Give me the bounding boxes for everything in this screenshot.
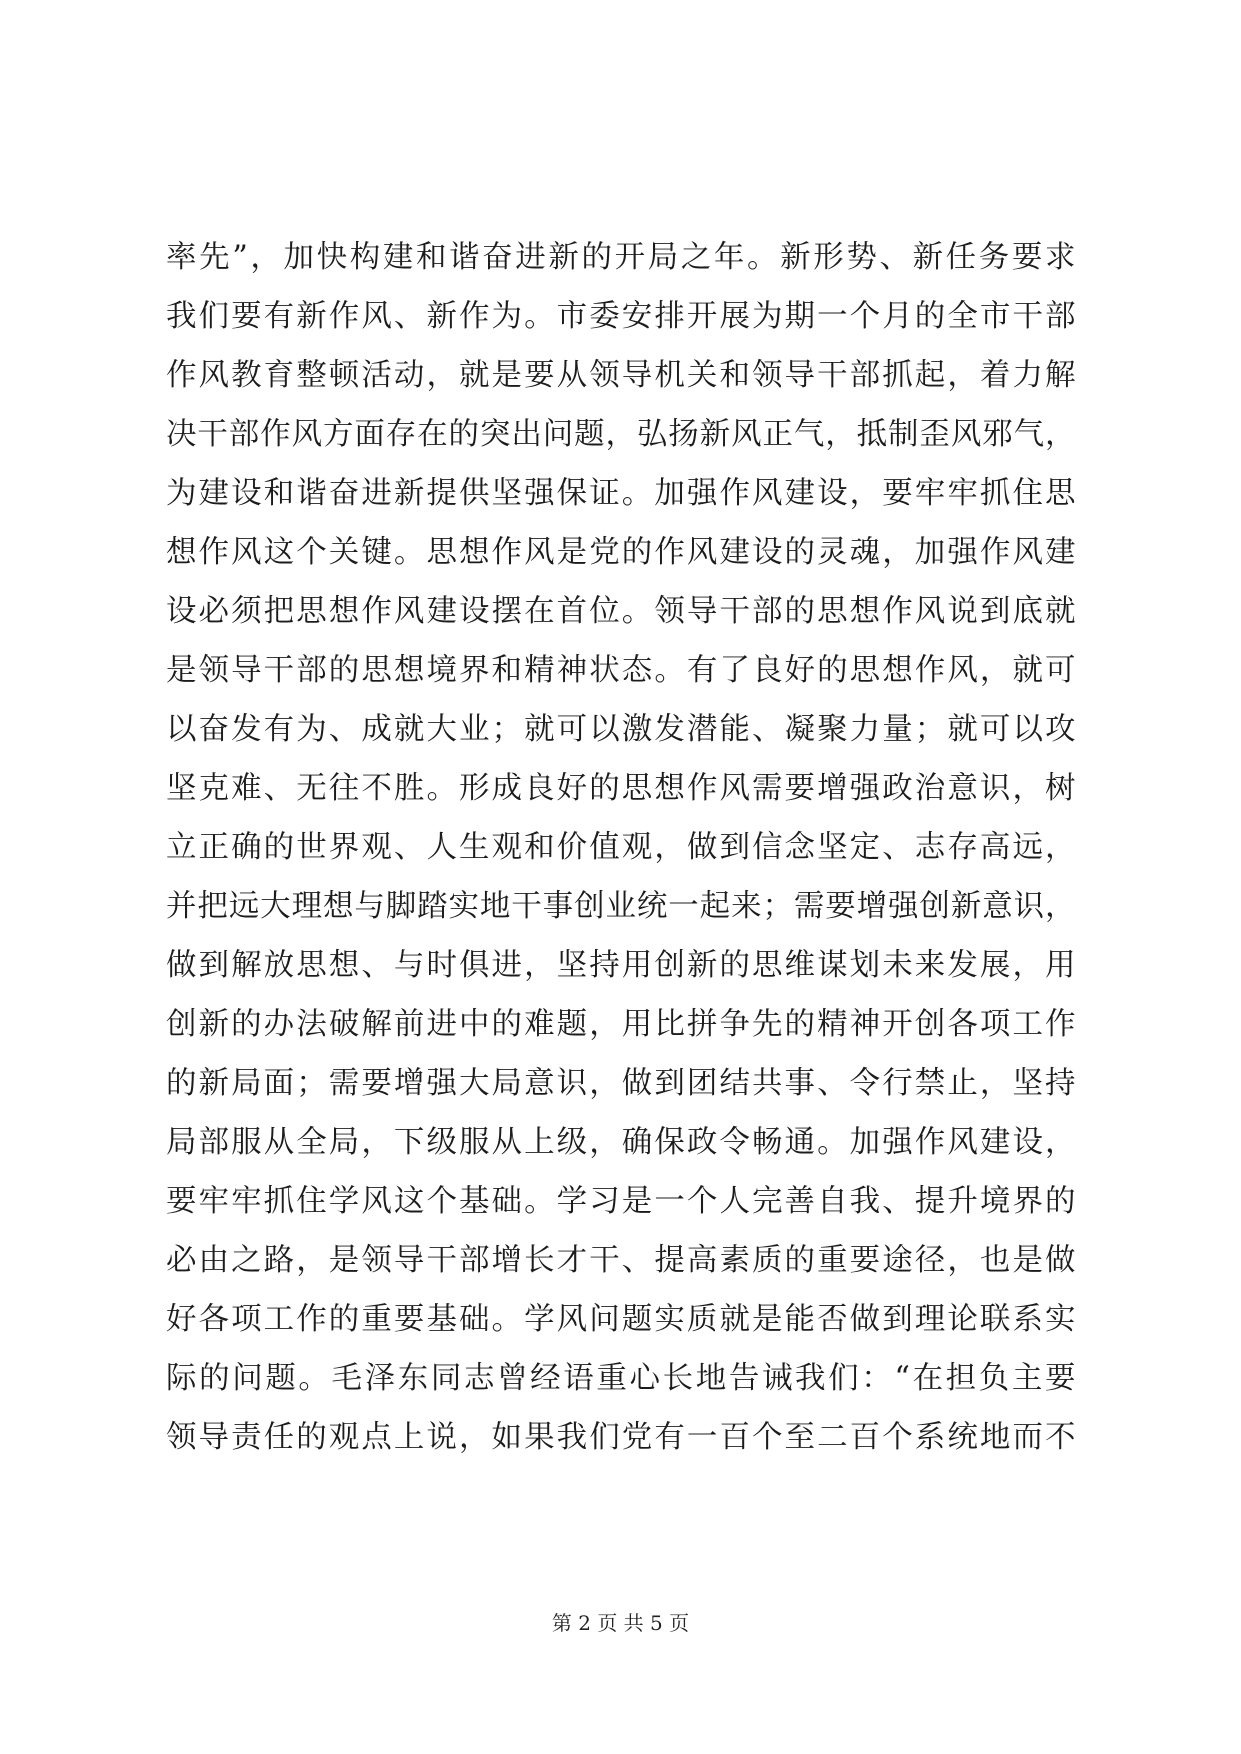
text-line: 以奋发有为、成就大业；就可以激发潜能、凝聚力量；就可以攻 [166, 712, 1076, 747]
text-line: 是领导干部的思想境界和精神状态。有了良好的思想作风，就可 [166, 653, 1076, 688]
text-line: 要牢牢抓住学风这个基础。学习是一个人完善自我、提升境界的 [166, 1184, 1076, 1219]
text-line: 做到解放思想、与时俱进，坚持用创新的思维谋划未来发展，用 [166, 948, 1076, 983]
text-line: 设必须把思想作风建设摆在首位。领导干部的思想作风说到底就 [166, 594, 1076, 629]
body-paragraph [166, 228, 1076, 1467]
text-line: 必由之路，是领导干部增长才干、提高素质的重要途径，也是做 [166, 1243, 1076, 1278]
text-line: 立正确的世界观、人生观和价值观，做到信念坚定、志存高远， [166, 830, 1076, 865]
text-line: 领导责任的观点上说，如果我们党有一百个至二百个系统地而不 [166, 1420, 1076, 1455]
text-line: 决干部作风方面存在的突出问题，弘扬新风正气，抵制歪风邪气， [166, 417, 1076, 452]
text-line: 我们要有新作风、新作为。市委安排开展为期一个月的全市干部 [166, 299, 1076, 334]
text-line: 际的问题。毛泽东同志曾经语重心长地告诫我们：“在担负主要 [166, 1361, 1076, 1396]
text-line: 并把远大理想与脚踏实地干事创业统一起来；需要增强创新意识， [166, 889, 1076, 924]
text-line: 想作风这个关键。思想作风是党的作风建设的灵魂，加强作风建 [166, 535, 1076, 570]
text-line: 坚克难、无往不胜。形成良好的思想作风需要增强政治意识，树 [166, 771, 1076, 806]
text-line: 为建设和谐奋进新提供坚强保证。加强作风建设，要牢牢抓住思 [166, 476, 1076, 511]
text-line: 率先”，加快构建和谐奋进新的开局之年。新形势、新任务要求 [166, 240, 1076, 275]
text-line: 好各项工作的重要基础。学风问题实质就是能否做到理论联系实 [166, 1302, 1076, 1337]
text-line: 作风教育整顿活动，就是要从领导机关和领导干部抓起，着力解 [166, 358, 1076, 393]
text-line: 局部服从全局，下级服从上级，确保政令畅通。加强作风建设， [166, 1125, 1076, 1160]
text-line: 创新的办法破解前进中的难题，用比拼争先的精神开创各项工作 [166, 1007, 1076, 1042]
page-number-footer: 第 2 页 共 5 页 [551, 1611, 690, 1635]
text-line: 的新局面；需要增强大局意识，做到团结共事、令行禁止，坚持 [166, 1066, 1076, 1101]
